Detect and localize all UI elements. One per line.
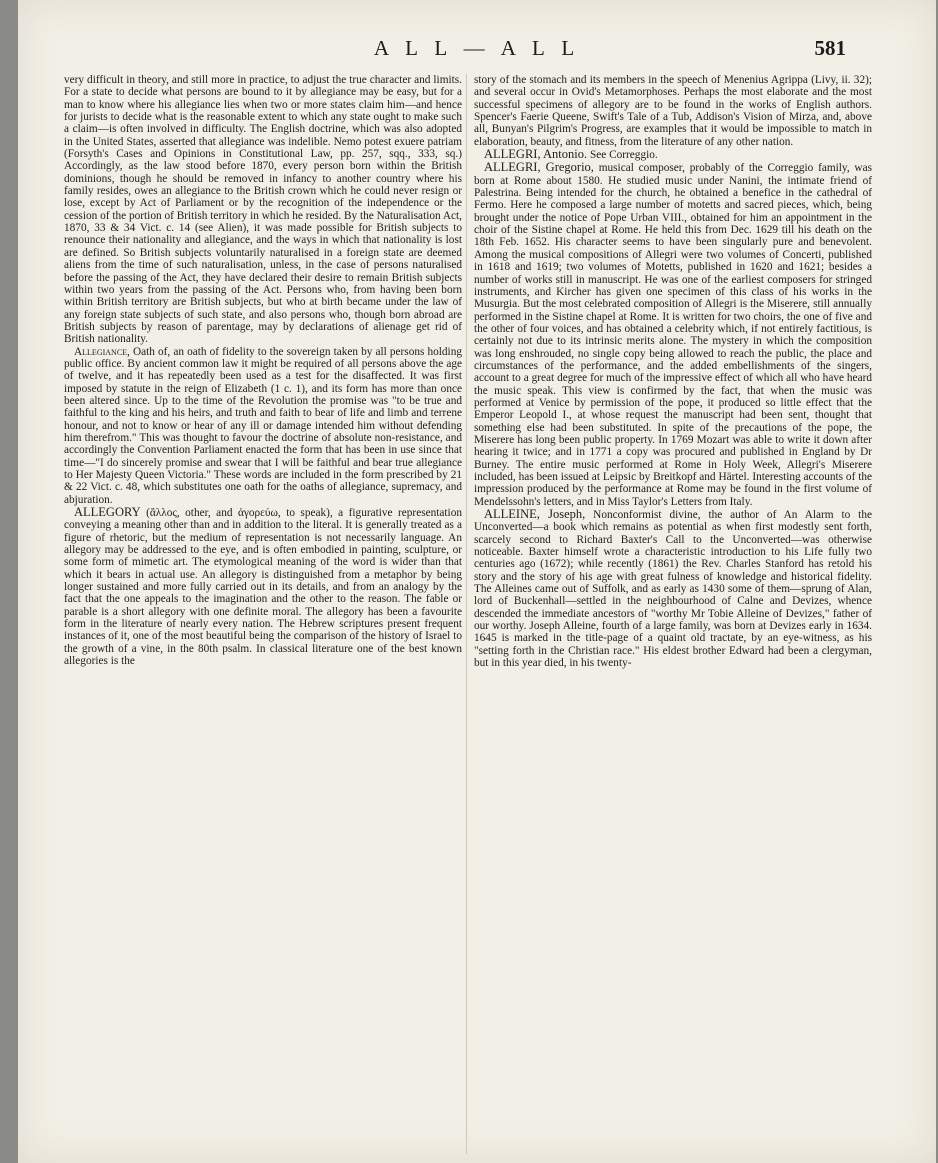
page-number: 581 bbox=[814, 36, 846, 60]
entry-headword: Allegiance, bbox=[74, 345, 130, 358]
paragraph bbox=[64, 74, 462, 346]
paragraph bbox=[474, 148, 872, 161]
paragraph bbox=[474, 74, 872, 148]
entry-headword: ALLEGORY bbox=[74, 505, 141, 520]
paragraph-text: story of the stomach and its members in the speech of Menenius Agrippa (Livy, ii. 32); and several occur in Ovid's Metamorphoses. Perhaps the most elaborate and the most successful specimens of allegory are to be found in the works of English authors. Spencer's Faerie Queene, Swift's Tale of a Tub, Addison's Vision of Mirza, and, above all, Bunyan's Pilgrim's Progress, are examples that it would be impossible to match in elaboration, beauty, and fitness, from the literature of any other nation. bbox=[474, 74, 872, 148]
running-title: A L L — A L L bbox=[373, 36, 581, 60]
entry-headword: ALLEGRI, Antonio. bbox=[484, 147, 588, 162]
paragraph-text: very difficult in theory, and still more in practice, to adjust the true character and limits. For a state to decide what persons are bound to it by allegiance may be easy, but for a man to know where his allegiance lies when two or more states claim him—and hence for jurists to decide what is the reasonable extent to which any state ought to make such a claim—is often involved in difficulty. The English doctrine, which was also adopted in the United States, asserted that allegiance was indelible. Nemo potest exuere patriam (Forsyth's Cases and Opinions in Constitutional Law, pp. 257, sqq., 333, sq.) Accordingly, as the law stood before 1870, every person born within the British dominions, though he should be removed in infancy to another country where his family resides, owes an allegiance to the British crown which he could never resign or lose, except by Act of Parliament or by the recognition of the independence or the cession of the portion of British territory in which he resided. By the Naturalisation Act, 1870, 33 & 34 Vict. c. 14 (see Alien), it was made possible for British subjects to renounce their nationality and allegiance, and the ways in which that nationality is lost are defined. So British subjects voluntarily naturalised in a foreign state are deemed aliens from the time of such naturalisation, unless, in the case of persons naturalised before the passing of the Act, they have declared their desire to remain British subjects within two years from the passing of the Act. Persons who, from having been born within British territory are British subjects, but who at birth became under the law of any foreign state subjects of such state, and also persons who, though born abroad are British subjects by reason of parentage, may by declarations of alienage get rid of British nationality. bbox=[64, 74, 462, 346]
paragraph bbox=[474, 508, 872, 669]
paragraph bbox=[64, 506, 462, 667]
paragraph-text: musical composer, probably of the Correggio family, was born at Rome about 1580. He studied music under Nanini, the intimate friend of Palestrina. Being intended for the church, he obtained a benefice in the cathedral of Fermo. Here he composed a large number of motetts and sacred pieces, which, being brought under the notice of Pope Urban VIII., obtained for him an appointment in the choir of the Sistine chapel at Rome. He held this from Dec. 1629 till his death on the 18th Feb. 1652. His character seems to have been singularly pure and benevolent. Among the musical compositions of Allegri were two volumes of Concerti, published in 1618 and 1619; two volumes of Motetts, published in 1620 and 1621; besides a number of works still in manuscript. He was one of the earliest composers for stringed instruments, and Kircher has given one specimen of this class of his works in the Musurgia. But the most celebrated composition of Allegri is the Miserere, still annually performed in the Sistine chapel at Rome. It is written for two choirs, the one of five and the other of four voices, and has obtained a celebrity which, if not entirely factitious, is certainly not due to its intrinsic merits alone. The mystery in which the composition was long enshrouded, no single copy being allowed to reach the public, the place and circumstances of the performance, and the added embellishments of the singers, account to a great degree for much of the impressive effect of which all who have heard the music speak. This view is confirmed by the fact, that when the music was performed at Venice by permission of the pope, it produced so little effect that the Emperor Leopold I., at whose request the manuscript had been sent, thought that something else had been substituted. In spite of the precautions of the pope, the Miserere has long been public property. In 1769 Mozart was able to write it down after hearing it twice; and in 1771 a copy was procured and published in England by Dr Burney. The entire music performed at Rome in Holy Week, Allegri's Miserere included, has been issued at Leipsic by Breitkopf and Härtel. Interesting accounts of the impression produced by the performance at Rome may be found in the first volume of Mendelssohn's letters, and in Miss Taylor's Letters from Italy. bbox=[474, 162, 872, 508]
entry-headword: ALLEGRI, Gregorio, bbox=[484, 160, 594, 175]
entry-headword: ALLEINE, Joseph, bbox=[484, 507, 586, 522]
paragraph-text: Oath of, an oath of fidelity to the sovereign taken by all persons holding public office. By ancient common law it might be required of all persons above the age of twelve, and it has repeatedly been used as a test for the disaffected. It was first imposed by statute in the reign of Elizabeth (1 c. 1), and its form has more than once been altered since. Up to the time of the Revolution the promise was "to be true and faithful to the king and his heirs, and truth and faith to bear of life and limb and terrene honour, and not to know or hear of any ill or damage intended him without defending him therefrom." This was thought to favour the doctrine of absolute non-resistance, and accordingly the Convention Parliament enacted the form that has been in use since that time—"I do sincerely promise and swear that I will be faithful and bear true allegiance to Her Majesty Queen Victoria." These words are included in the form prescribed by 21 & 22 Vict. c. 48, which substitutes one oath for the oaths of allegiance, supremacy, and abjuration. bbox=[64, 345, 462, 506]
paragraph-text: See Correggio. bbox=[587, 149, 658, 162]
page-header bbox=[18, 36, 936, 66]
paragraph bbox=[64, 346, 462, 506]
left-column bbox=[64, 74, 462, 1154]
paragraph bbox=[474, 161, 872, 508]
paragraph-text: Nonconformist divine, the author of An Alarm to the Unconverted—a book which remains as potential as when first modestly sent forth, scarcely second to Richard Baxter's Call to the Unconverted—was otherwise noticeable. Baxter himself wrote a characteristic introduction to his Life fully two centuries ago (1672); while recently (1861) the Rev. Charles Stanford has retold his story and the story of his age with great fulness of knowledge and historical fidelity. The Alleines came out of Suffolk, and as early as 1430 some of them—sprung of Alan, lord of Buckenhall—settled in the neighbourhood of Calne and Devizes, whence descended the immediate ancestors of "worthy Mr Tobie Alleine of Devizes," father of our worthy. Joseph Alleine, fourth of a large family, was born at Devizes early in 1634. 1645 is marked in the title-page of a quaint old tractate, by an eye-witness, as his "setting forth in the Christian race." His eldest brother Edward had been a clergyman, but in this year died, in his twenty- bbox=[474, 509, 872, 670]
paragraph-text: (ἄλλος, other, and ἀγορεύω, to speak), a figurative representation conveying a meaning other than and in addition to the literal. It is generally treated as a figure of rhetoric, but the medium of representation is not necessarily language. An allegory may be addressed to the eye, and is often embodied in painting, sculpture, or some form of mimetic art. The etymological meaning of the word is wider than that which it bears in actual use. An allegory is distinguished from a metaphor by being longer sustained and more fully carried out in its details, and from an analogy by the fact that the one appeals to the imagination and the other to the reason. The fable or parable is a short allegory with one definite moral. The allegory has been a favourite form in the literature of nearly every nation. The Hebrew scriptures present frequent instances of it, one of the most beautiful being the comparison of the history of Israel to the growth of a vine, in the 80th psalm. In classical literature one of the best known allegories is the bbox=[64, 507, 462, 668]
right-column bbox=[474, 74, 872, 1154]
column-divider bbox=[466, 74, 467, 1154]
book-page bbox=[18, 0, 936, 1163]
